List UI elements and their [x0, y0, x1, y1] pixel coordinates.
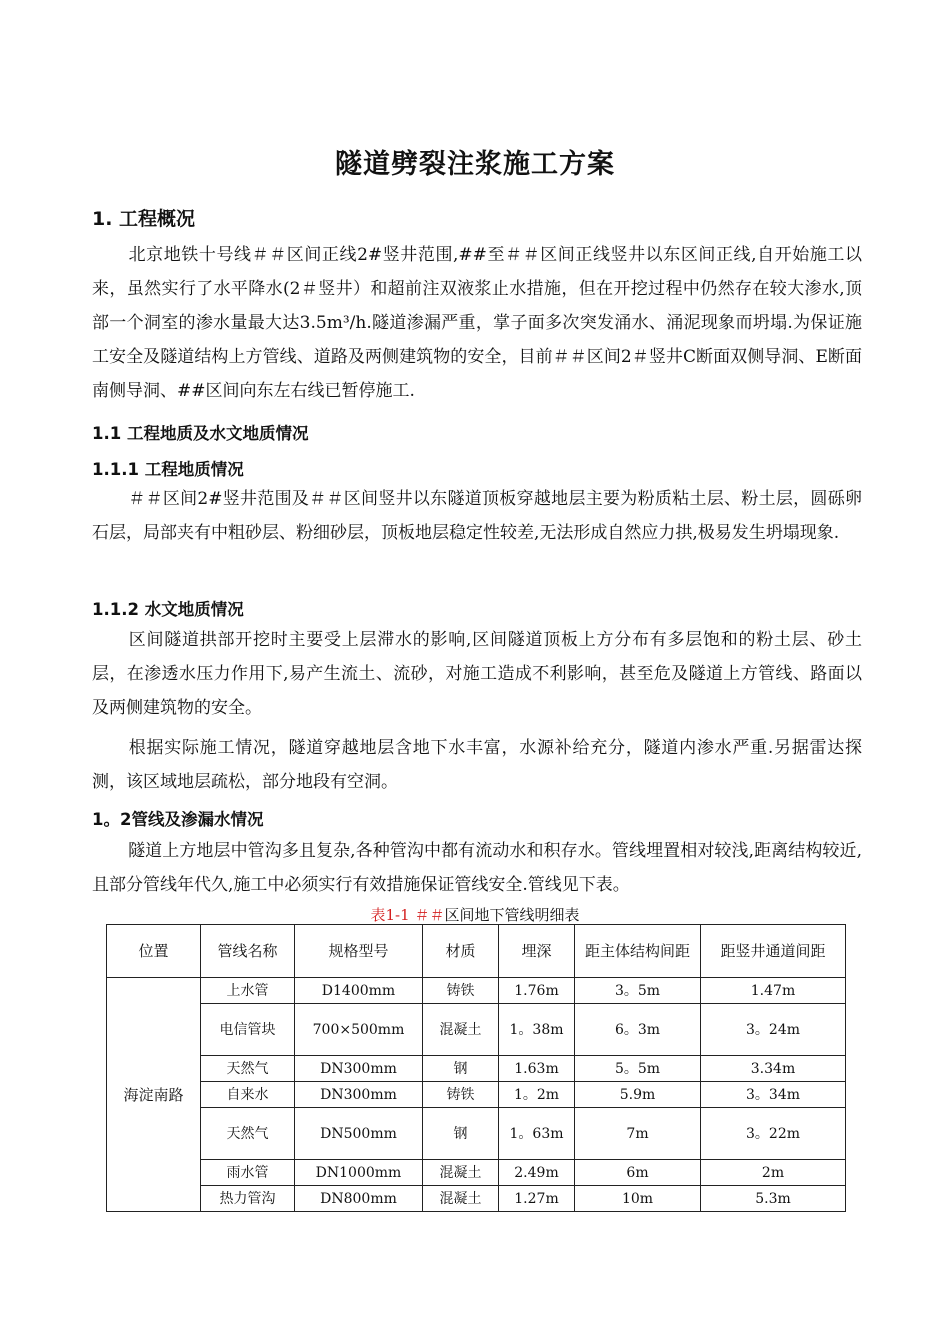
cell-depth: 1。2m	[499, 1082, 575, 1108]
table-row	[107, 1082, 846, 1108]
table-caption-text: 区间地下管线明细表	[444, 906, 580, 924]
cell-material: 铸铁	[423, 978, 499, 1004]
section-1-1-1-text: ＃＃区间2#竖井范围及＃＃区间竖井以东隧道顶板穿越地层主要为粉质粘土层、粉土层，圆砾卵石层，局部夹有中粗砂层、粉细砂层，顶板地层稳定性较差,无法形成自然应力拱,极易发生坍塌现象.	[92, 489, 862, 543]
table-caption	[0, 904, 950, 925]
cell-pipe-name: 雨水管	[201, 1160, 295, 1186]
table-header	[107, 925, 846, 978]
cell-material: 混凝土	[423, 1004, 499, 1056]
cell-depth: 1.76m	[499, 978, 575, 1004]
cell-pipe-name: 电信管块	[201, 1004, 295, 1056]
cell-material: 混凝土	[423, 1186, 499, 1212]
cell-depth: 2.49m	[499, 1160, 575, 1186]
section-heading-1-1-2: 1.1.2 水文地质情况	[92, 600, 244, 619]
section-heading-1-1-1: 1.1.1 工程地质情况	[92, 460, 244, 479]
section-1-1-1-paragraph	[92, 482, 862, 550]
cell-spec: DN300mm	[295, 1082, 423, 1108]
cell-dist-shaft: 5.3m	[701, 1186, 846, 1212]
table-body	[107, 978, 846, 1212]
cell-depth: 1.27m	[499, 1186, 575, 1212]
cell-spec: D1400mm	[295, 978, 423, 1004]
table-row	[107, 1160, 846, 1186]
table-row	[107, 1108, 846, 1160]
section-heading-1: 1. 工程概况	[92, 208, 196, 230]
cell-dist-shaft: 2m	[701, 1160, 846, 1186]
section-1-1-2-paragraph-1	[92, 623, 862, 725]
table-row	[107, 1056, 846, 1082]
cell-dist-structure: 5。5m	[575, 1056, 701, 1082]
header-material: 材质	[423, 925, 499, 978]
cell-depth: 1。38m	[499, 1004, 575, 1056]
cell-dist-structure: 6。3m	[575, 1004, 701, 1056]
cell-material: 钢	[423, 1108, 499, 1160]
cell-pipe-name: 自来水	[201, 1082, 295, 1108]
header-dist-structure: 距主体结构间距	[575, 925, 701, 978]
table-row	[107, 978, 846, 1004]
section-1-1-2-text-2: 根据实际施工情况，隧道穿越地层含地下水丰富，水源补给充分，隧道内渗水严重.另据雷达探测，该区域地层疏松，部分地段有空洞。	[92, 738, 862, 792]
table-row	[107, 1186, 846, 1212]
cell-pipe-name: 热力管沟	[201, 1186, 295, 1212]
cell-spec: DN800mm	[295, 1186, 423, 1212]
cell-spec: 700×500mm	[295, 1004, 423, 1056]
cell-spec: DN300mm	[295, 1056, 423, 1082]
table-row	[107, 1004, 846, 1056]
cell-dist-structure: 3。5m	[575, 978, 701, 1004]
cell-dist-shaft: 1.47m	[701, 978, 846, 1004]
cell-spec: DN500mm	[295, 1108, 423, 1160]
location-cell: 海淀南路	[107, 978, 201, 1212]
header-depth: 埋深	[499, 925, 575, 978]
header-pipe-name: 管线名称	[201, 925, 295, 978]
cell-material: 混凝土	[423, 1160, 499, 1186]
cell-pipe-name: 上水管	[201, 978, 295, 1004]
cell-dist-shaft: 3。24m	[701, 1004, 846, 1056]
header-dist-shaft: 距竖井通道间距	[701, 925, 846, 978]
header-location: 位置	[107, 925, 201, 978]
cell-depth: 1.63m	[499, 1056, 575, 1082]
header-spec: 规格型号	[295, 925, 423, 978]
cell-dist-shaft: 3。34m	[701, 1082, 846, 1108]
section-1-2-text: 隧道上方地层中管沟多且复杂,各种管沟中都有流动水和积存水。管线埋置相对较浅,距离结构较近,且部分管线年代久,施工中必须实行有效措施保证管线安全.管线见下表。	[92, 841, 862, 895]
cell-dist-structure: 6m	[575, 1160, 701, 1186]
section-1-1-2-text-1: 区间隧道拱部开挖时主要受上层滞水的影响,区间隧道顶板上方分布有多层饱和的粉土层、砂土层，在渗透水压力作用下,易产生流土、流砂，对施工造成不利影响，甚至危及隧道上方管线、路面以及两侧建筑物的安全。	[92, 630, 862, 718]
cell-material: 钢	[423, 1056, 499, 1082]
cell-dist-shaft: 3。22m	[701, 1108, 846, 1160]
table-header-row	[107, 925, 846, 978]
section-heading-1-2: 1。2管线及渗漏水情况	[92, 810, 264, 829]
cell-depth: 1。63m	[499, 1108, 575, 1160]
cell-pipe-name: 天然气	[201, 1108, 295, 1160]
section-1-2-paragraph	[92, 834, 862, 902]
cell-material: 铸铁	[423, 1082, 499, 1108]
cell-dist-structure: 5.9m	[575, 1082, 701, 1108]
pipeline-table	[106, 924, 846, 1212]
section-1-paragraph	[92, 238, 862, 408]
cell-dist-structure: 7m	[575, 1108, 701, 1160]
section-heading-1-1: 1.1 工程地质及水文地质情况	[92, 424, 309, 443]
section-1-text: 北京地铁十号线＃＃区间正线2#竖井范围,##至＃＃区间正线竖井以东区间正线,自开始施工以来，虽然实行了水平降水(2＃竖井）和超前注双液浆止水措施，但在开挖过程中仍然存在较大渗水,顶部一个洞室的渗水量最大达3.5m³/h.隧道渗漏严重，掌子面多次突发涌水、涌泥现象而坍塌.为保证施工安全及隧道结构上方管线、道路及两侧建筑物的安全，目前＃＃区间2＃竖井C断面双侧导洞、E断面南侧导洞、##区间向东左右线已暂停施工.	[92, 245, 862, 401]
cell-dist-shaft: 3.34m	[701, 1056, 846, 1082]
cell-pipe-name: 天然气	[201, 1056, 295, 1082]
section-1-1-2-paragraph-2	[92, 731, 862, 799]
cell-spec: DN1000mm	[295, 1160, 423, 1186]
cell-dist-structure: 10m	[575, 1186, 701, 1212]
table-caption-number: 表1-1 ＃＃	[370, 906, 445, 924]
document-title: 隧道劈裂注浆施工方案	[335, 149, 615, 180]
